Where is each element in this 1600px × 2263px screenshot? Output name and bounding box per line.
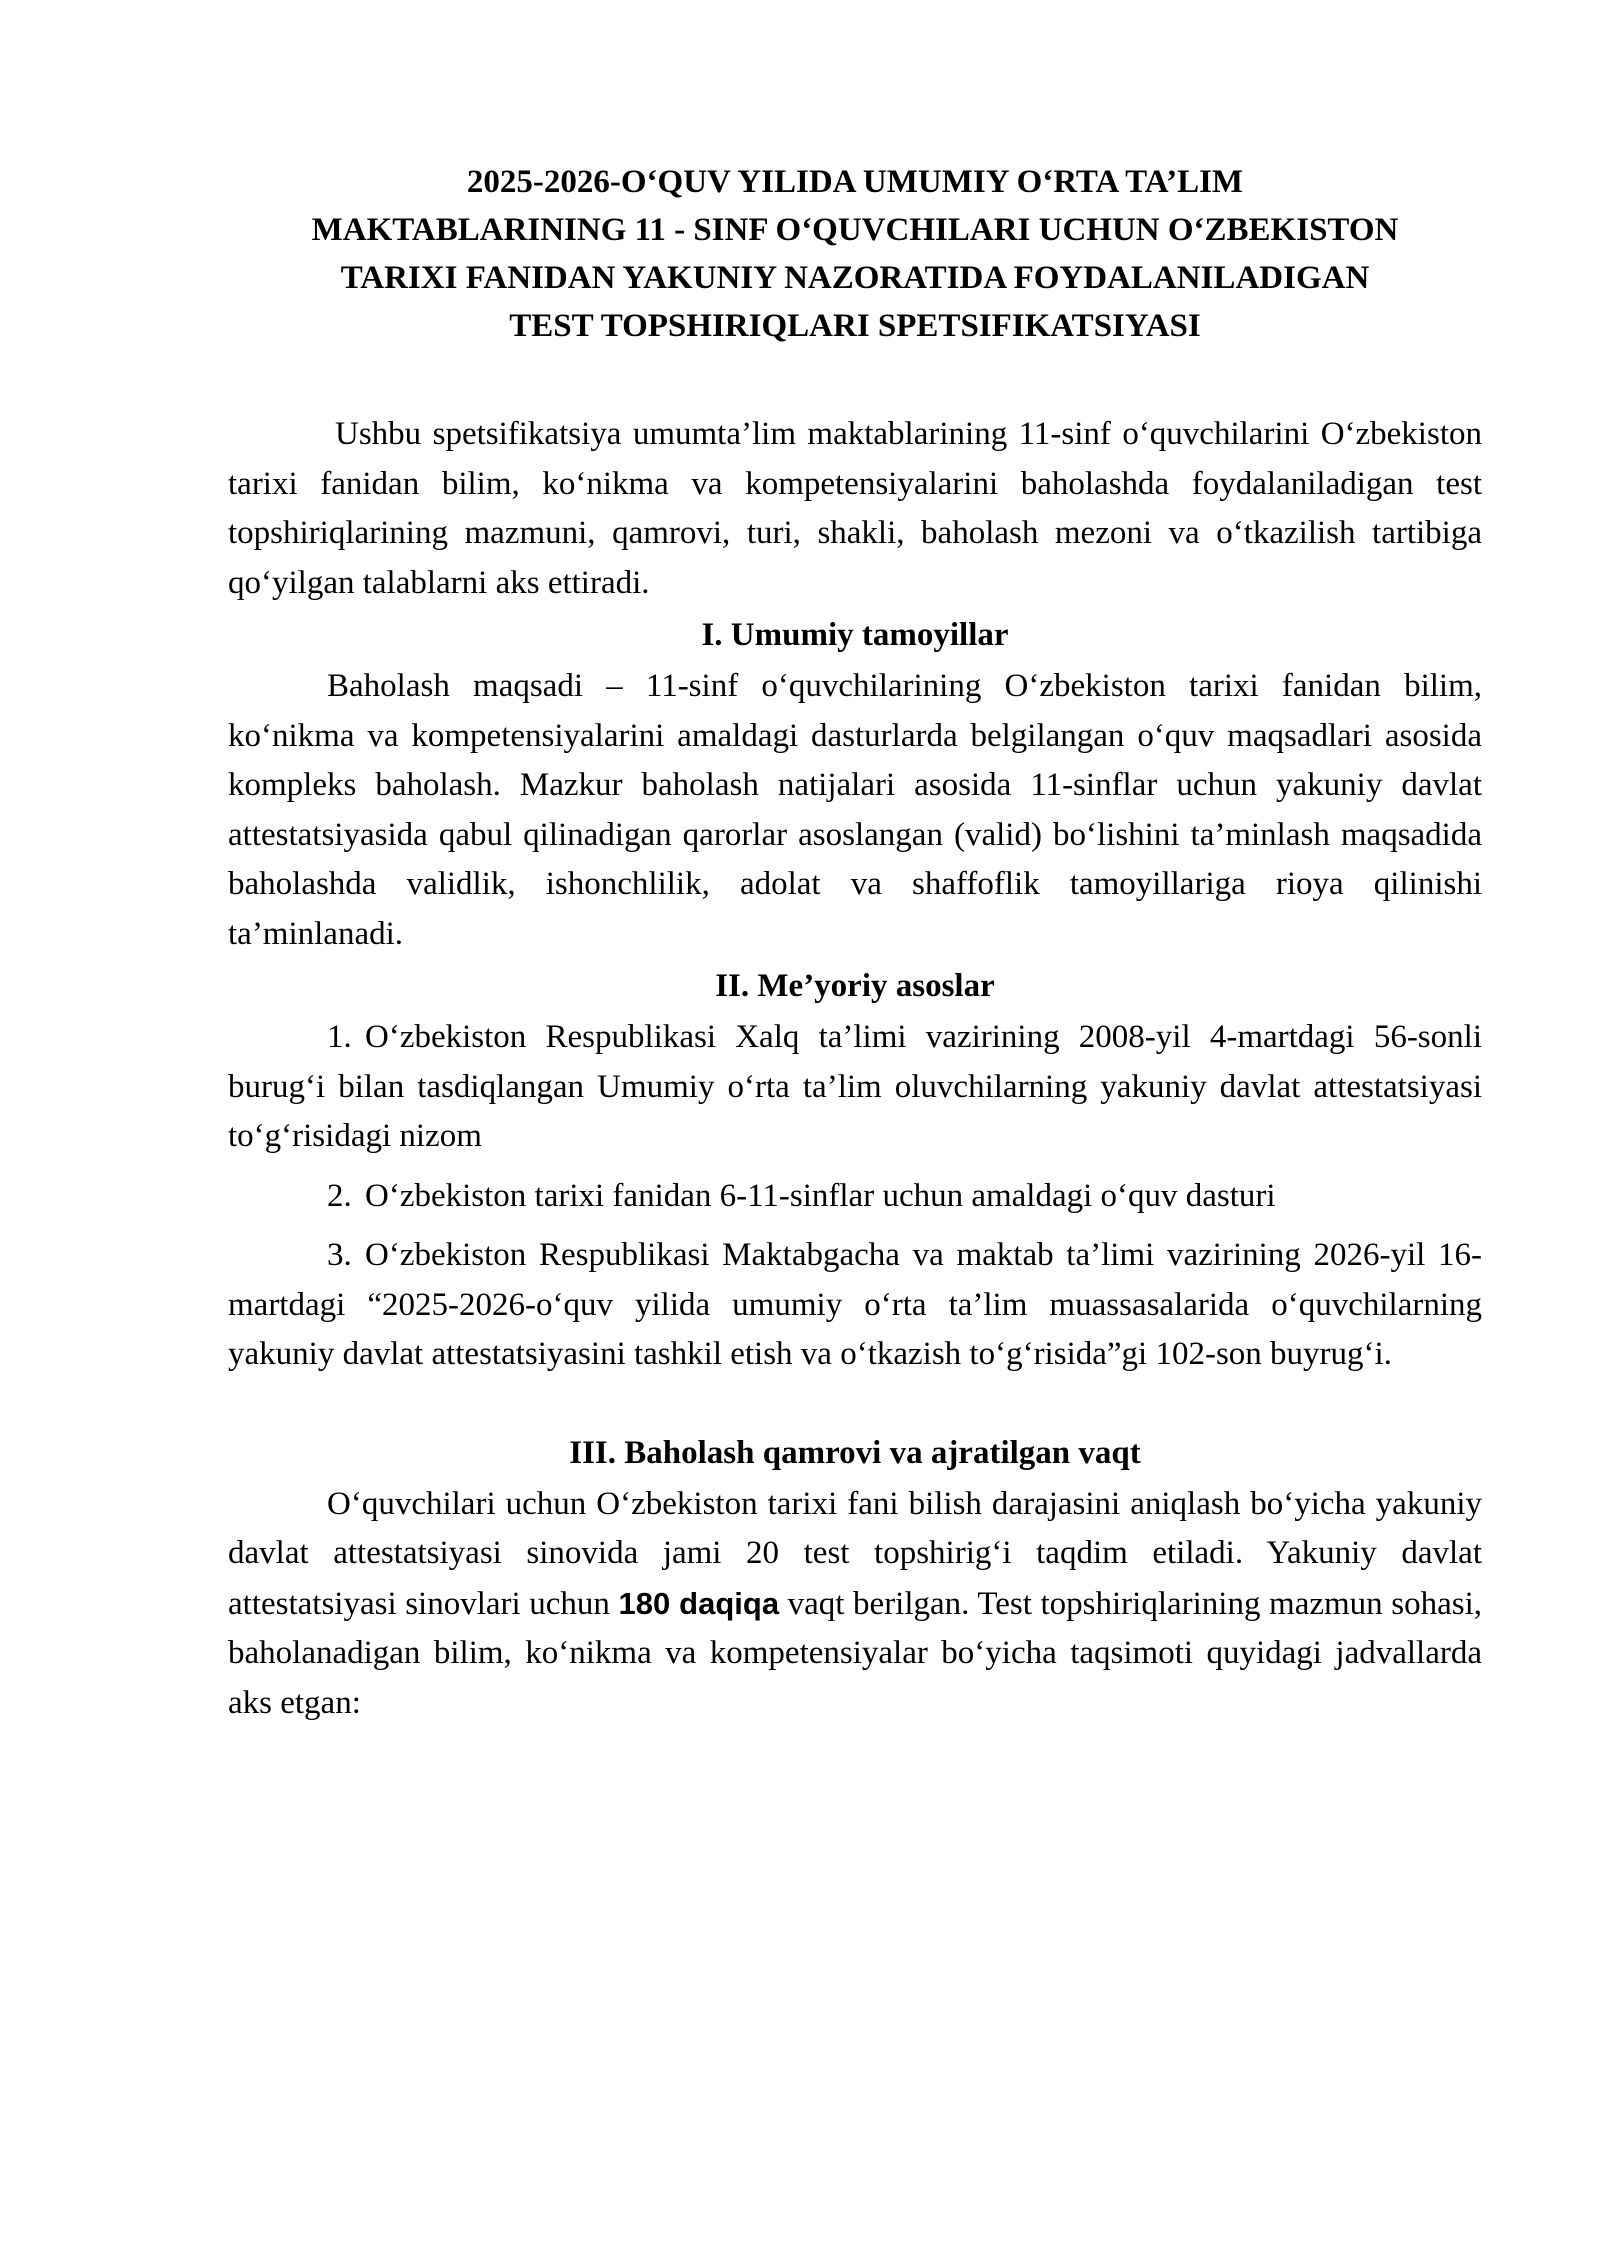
section-heading-general-principles: I. Umumiy tamoyillar: [701, 617, 1009, 653]
list-item-text: O‘zbekiston Respublikasi Maktabgacha va maktab ta’limi vazirining 2026-yil 16-martdagi “2025-2026-o‘quv yilida umumiy o‘rta ta’lim muassasalarida o‘quvchilarning yakuniy davlat attestatsiyasini tashkil etish va o‘tkazish to‘g‘risida”gi 102-son buyrug‘i.: [228, 1237, 1482, 1372]
scope-text-after: vaqt berilgan. Test topshiriqlarining mazmun sohasi, baholanadigan bilim, ko‘nikma va kompetensiyalar bo‘yicha taqsimoti quyidagi jadvallarda aks etgan:: [228, 1585, 1482, 1721]
normative-list-item: [228, 1172, 1482, 1222]
section-heading-normative-basis: II. Me’yoriy asoslar: [715, 968, 995, 1004]
document-title: [258, 158, 1452, 350]
document-body: [228, 158, 1482, 1728]
normative-list-item: [228, 1231, 1482, 1380]
list-item-text: O‘zbekiston Respublikasi Xalq ta’limi vazirining 2008-yil 4-martdagi 56-sonli burug‘i bilan tasdiqlangan Umumiy o‘rta ta’lim oluvchilarning yakuniy davlat attestatsiyasi to‘g‘risidagi nizom: [228, 1019, 1482, 1154]
general-principles-paragraph: Baholash maqsadi – 11-sinf o‘quvchilarining O‘zbekiston tarixi fanidan bilim, ko‘nikma va kompetensiyalarini amaldagi dasturlarda belgilangan o‘quv maqsadlari asosida kompleks baholash. Mazkur baholash natijalari asosida 11-sinflar uchun yakuniy davlat attestatsiyasida qabul qilinadigan qarorlar asoslangan (valid) bo‘lishini ta’minlash maqsadida baholashda validlik, ishonchlilik, adolat va shaffoflik tamoyillariga rioya qilinishi ta’minlanadi.: [228, 668, 1482, 952]
intro-paragraph: Ushbu spetsifikatsiya umumta’lim maktablarining 11-sinf o‘quvchilarini O‘zbekiston tarixi fanidan bilim, ko‘nikma va kompetensiyalarini baholashda foydalaniladigan test topshiriqlarining mazmuni, qamrovi, turi, shakli, baholash mezoni va o‘tkazilish tartibiga qo‘yilgan talablarni aks ettiradi.: [228, 416, 1482, 601]
list-number: 3.: [327, 1237, 352, 1273]
list-number: 2.: [327, 1177, 352, 1214]
scope-text-before: O‘quvchilari uchun O‘zbekiston tarixi fani bilish darajasini aniqlash bo‘yicha yakuniy davlat attestatsiyasi sinovida jami 20 test topshirig‘i taqdim etiladi. Yakuniy davlat attestatsiyasi sinovlari uchun: [228, 1485, 1482, 1622]
time-allotted-value: 180 daqiqa: [618, 1585, 780, 1621]
list-item-text: O‘zbekiston tarixi fanidan 6-11-sinflar uchun amaldagi o‘quv dasturi: [365, 1177, 1276, 1214]
title-line: 2025-2026-O‘QUV YILIDA UMUMIY O‘RTA TA’LIM: [466, 164, 1244, 200]
list-number: 1.: [327, 1019, 352, 1055]
normative-list-item: [228, 1013, 1482, 1162]
title-line: TARIXI FANIDAN YAKUNIY NAZORATIDA FOYDALANILADIGAN: [340, 260, 1370, 296]
assessment-scope-paragraph: [228, 1480, 1482, 1729]
title-line: TEST TOPSHIRIQLARI SPETSIFIKATSIYASI: [509, 308, 1201, 344]
section-heading-assessment-scope: III. Baholash qamrovi va ajratilgan vaqt: [569, 1434, 1141, 1471]
title-line: MAKTABLARINING 11 - SINF O‘QUVCHILARI UCHUN O‘ZBEKISTON: [311, 212, 1399, 248]
